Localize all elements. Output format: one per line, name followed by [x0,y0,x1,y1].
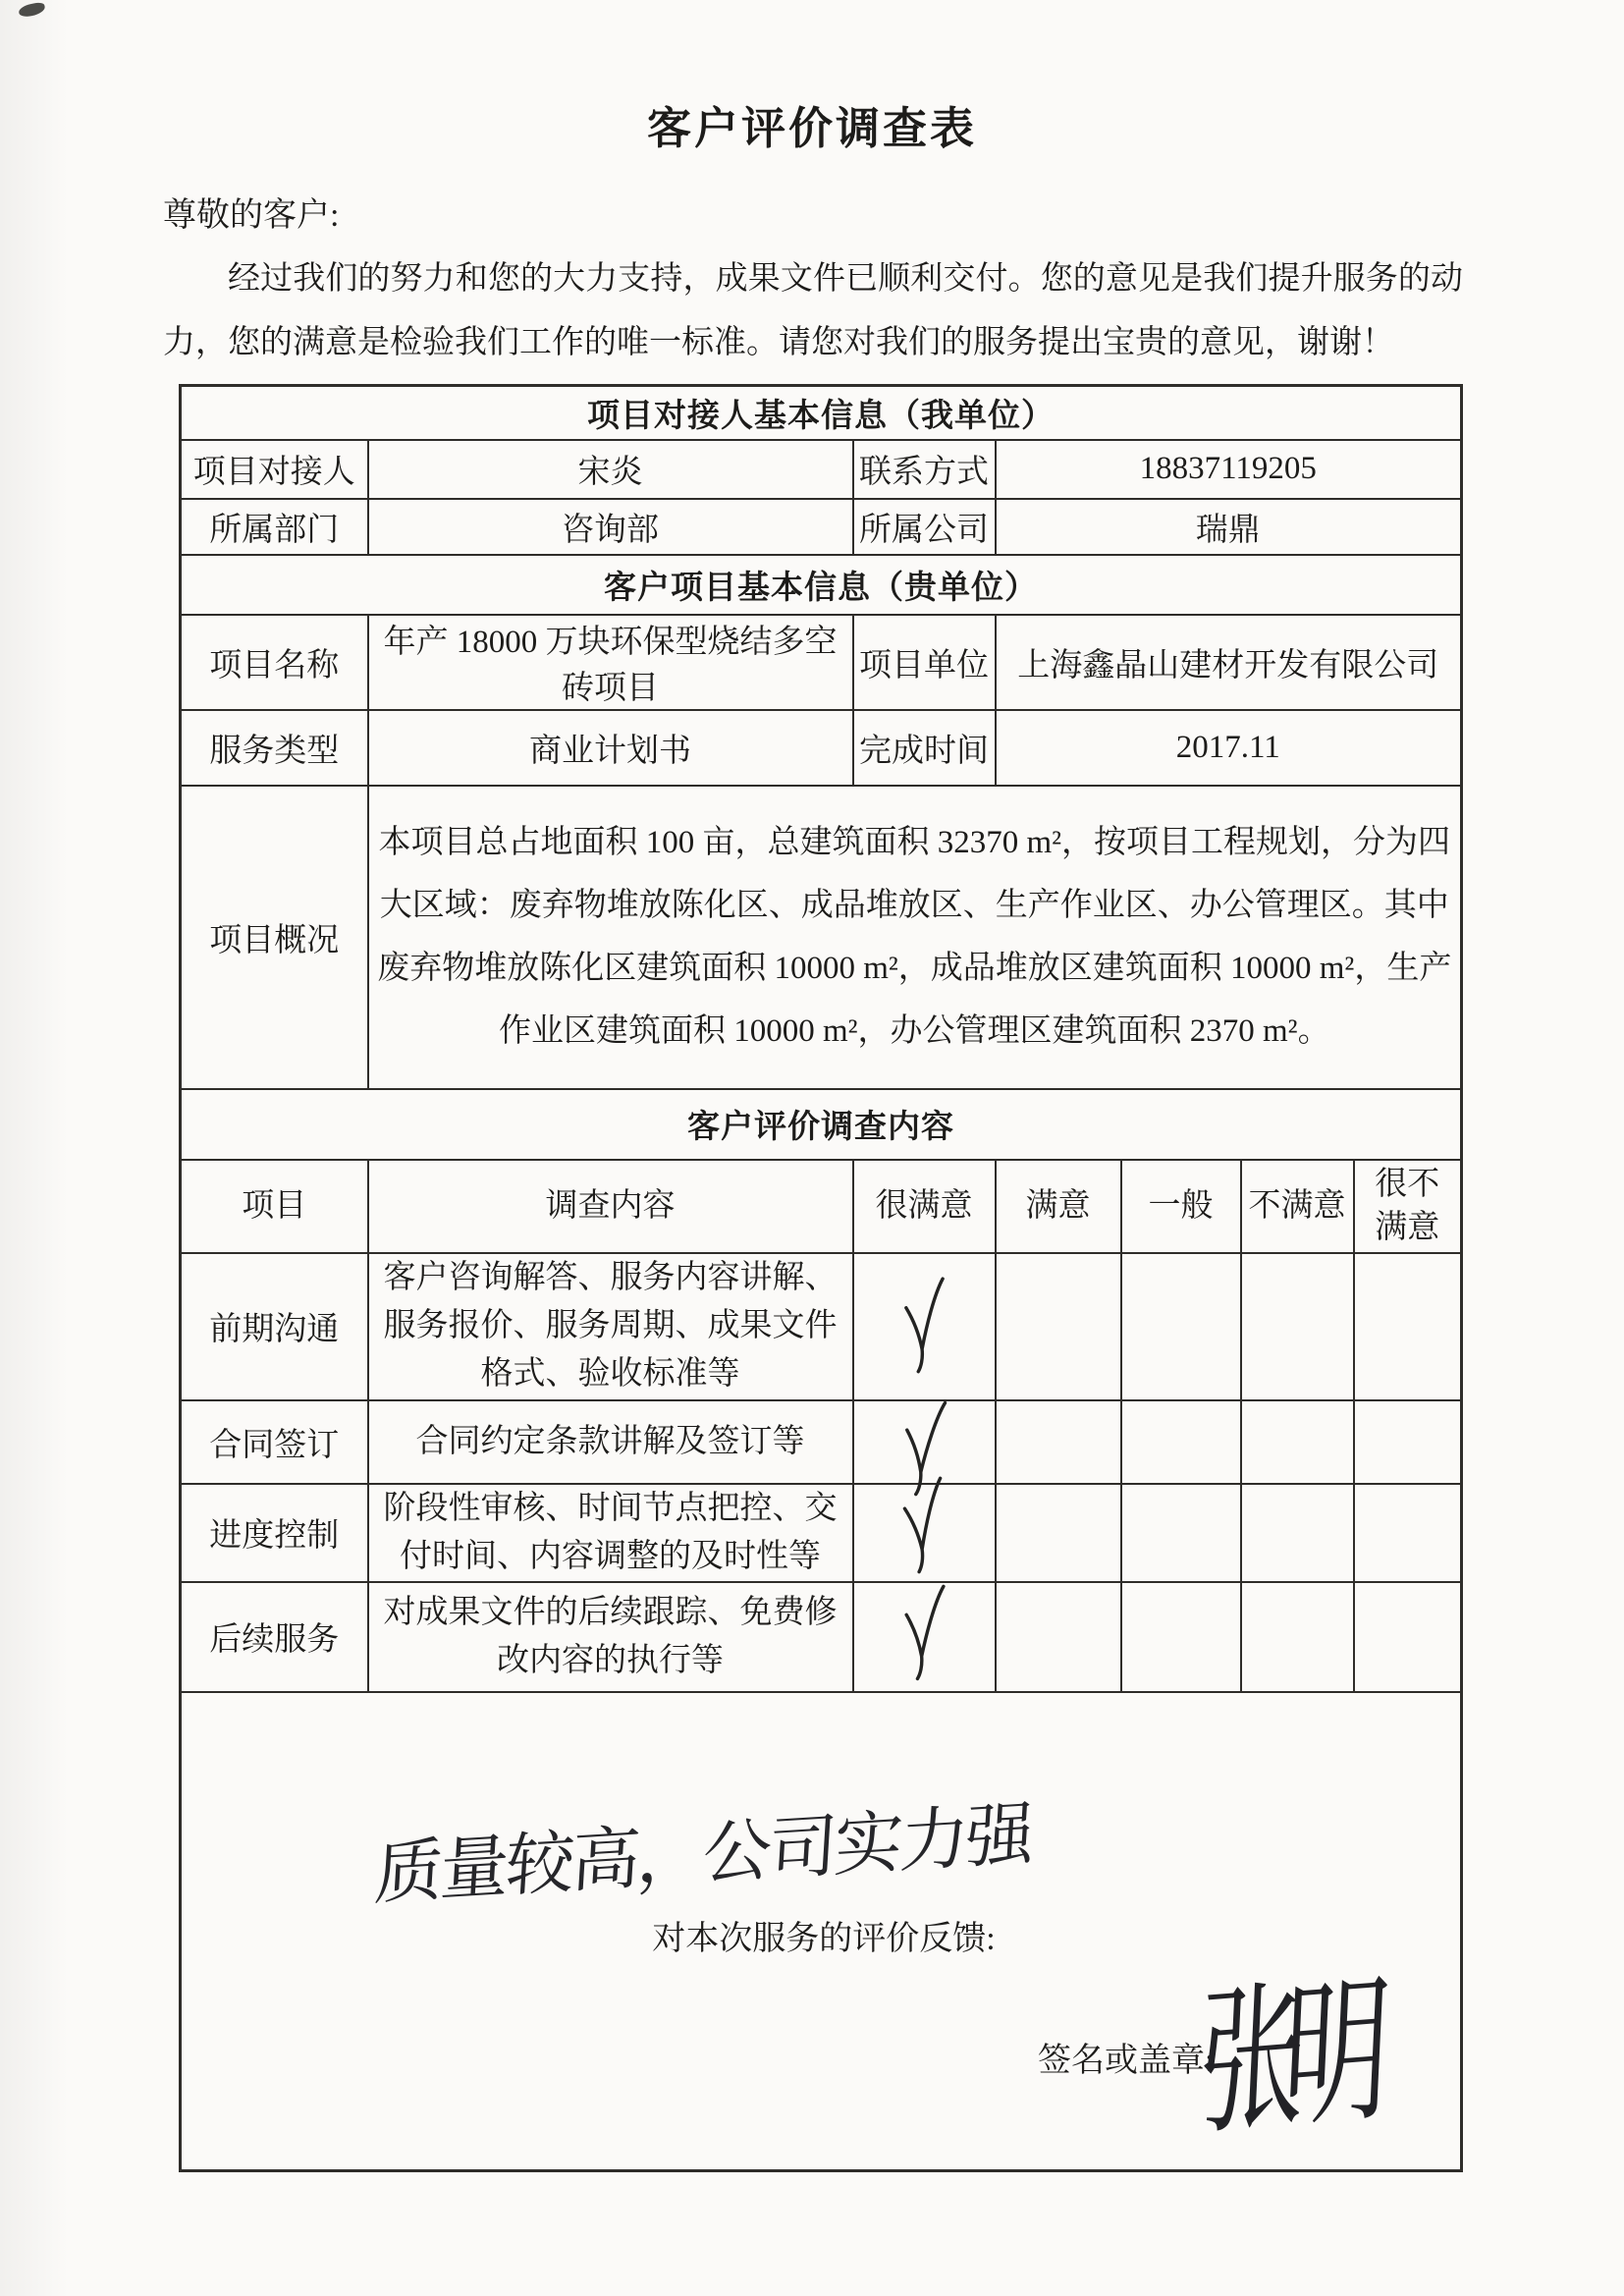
checkmark-icon [902,1580,946,1683]
rating-cell-satisfied [996,1484,1121,1582]
field-label-finish-time: 完成时间 [853,710,996,786]
rating-cell-unsatisfied [1241,1400,1354,1484]
rating-cell-unsatisfied [1241,1484,1354,1582]
checkmark-icon [900,1472,946,1575]
survey-item-label: 前期沟通 [181,1253,368,1400]
field-value-project-name: 年产 18000 万块环保型烧结多空砖项目 [368,615,853,710]
survey-item-content: 客户咨询解答、服务内容讲解、服务报价、服务周期、成果文件格式、验收标准等 [368,1253,853,1400]
column-header-average: 一般 [1121,1160,1241,1253]
field-label-project-overview: 项目概况 [181,786,368,1089]
field-value-finish-time: 2017.11 [996,710,1462,786]
feedback-label: 对本次服务的评价反馈: [652,1920,996,1957]
survey-section-header: 客户评价调查内容 [181,1089,1462,1160]
survey-row-follow-up-service [181,1582,1462,1692]
signature-label: 签名或盖章: [1038,2042,1215,2079]
field-label-company: 所属公司 [853,499,996,555]
section-header-row [181,1089,1462,1160]
rating-cell-very-unsatisfied [1354,1253,1462,1400]
column-header-very-satisfied: 很满意 [853,1160,996,1253]
rating-cell-average [1121,1582,1241,1692]
field-label-phone: 联系方式 [853,440,996,499]
survey-row-early-communication [181,1253,1462,1400]
field-label-contact-person: 项目对接人 [181,440,368,499]
field-label-department: 所属部门 [181,499,368,555]
table-row [181,710,1462,786]
feedback-row [181,1692,1462,2171]
rating-cell-unsatisfied [1241,1253,1354,1400]
rating-cell-very-unsatisfied [1354,1400,1462,1484]
table-row [181,786,1462,1089]
field-value-project-unit: 上海鑫晶山建材开发有限公司 [996,615,1462,710]
project-section-header: 客户项目基本信息（贵单位） [181,555,1462,615]
rating-cell-very-satisfied [853,1253,996,1400]
survey-item-label: 进度控制 [181,1484,368,1582]
rating-cell-average [1121,1253,1241,1400]
field-value-department: 咨询部 [368,499,853,555]
column-header-very-unsatisfied: 很不满意 [1354,1160,1462,1253]
document-title: 客户评价调查表 [646,104,977,153]
rating-cell-average [1121,1484,1241,1582]
survey-row-progress-control [181,1484,1462,1582]
rating-cell-unsatisfied [1241,1582,1354,1692]
field-label-service-type: 服务类型 [181,710,368,786]
rating-cell-very-unsatisfied [1354,1484,1462,1582]
field-value-company: 瑞鼎 [996,499,1462,555]
survey-row-contract-signing [181,1400,1462,1484]
field-value-service-type: 商业计划书 [368,710,853,786]
column-header-item: 项目 [181,1160,368,1253]
salutation: 尊敬的客户: [163,197,340,234]
column-header-content: 调查内容 [368,1160,853,1253]
rating-cell-satisfied [996,1400,1121,1484]
column-header-unsatisfied: 不满意 [1241,1160,1354,1253]
table-row [181,440,1462,499]
rating-cell-very-unsatisfied [1354,1582,1462,1692]
rating-cell-very-satisfied [853,1582,996,1692]
section-header-row [181,386,1462,440]
intro-paragraph: 经过我们的努力和您的大力支持，成果文件已顺利交付。您的意见是我们提升服务的动力，您的满意是检验我们工作的唯一标准。请您对我们的服务提出宝贵的意见，谢谢！ [163,261,1463,360]
survey-item-label: 合同签订 [181,1400,368,1484]
handwritten-comment: 质量较高，公司实力强 [372,1796,1034,1914]
contact-section-header: 项目对接人基本信息（我单位） [181,386,1462,440]
project-overview-text: 本项目总占地面积 100 亩，总建筑面积 32370 m²，按项目工程规划，分为四大区域：废弃物堆放陈化区、成品堆放区、生产作业区、办公管理区。其中废弃物堆放陈化区建筑面积 10000 m²，成品堆放区建筑面积 10000 m²，生产作业区建筑面积 10000 m²，办公管理区建筑面积 2370 m²。 [368,786,1462,1089]
evaluation-form-table [179,384,1463,2172]
rating-cell-very-satisfied [853,1400,996,1484]
field-value-contact-person: 宋炎 [368,440,853,499]
rating-cell-average [1121,1400,1241,1484]
survey-item-content: 对成果文件的后续跟踪、免费修改内容的执行等 [368,1582,853,1692]
feedback-cell [181,1692,1462,2171]
rating-cell-satisfied [996,1253,1121,1400]
survey-item-content: 阶段性审核、时间节点把控、交付时间、内容调整的及时性等 [368,1484,853,1582]
section-header-row [181,555,1462,615]
survey-header-row [181,1160,1462,1253]
field-label-project-name: 项目名称 [181,615,368,710]
survey-item-content: 合同约定条款讲解及签订等 [368,1400,853,1484]
rating-cell-satisfied [996,1582,1121,1692]
table-row [181,499,1462,555]
field-value-phone: 18837119205 [996,440,1462,499]
handwritten-signature: 张明 [1194,1965,1373,2155]
survey-item-label: 后续服务 [181,1582,368,1692]
rating-cell-very-satisfied [853,1484,996,1582]
checkmark-icon [903,1273,945,1375]
table-row [181,615,1462,710]
column-header-satisfied: 满意 [996,1160,1121,1253]
field-label-project-unit: 项目单位 [853,615,996,710]
